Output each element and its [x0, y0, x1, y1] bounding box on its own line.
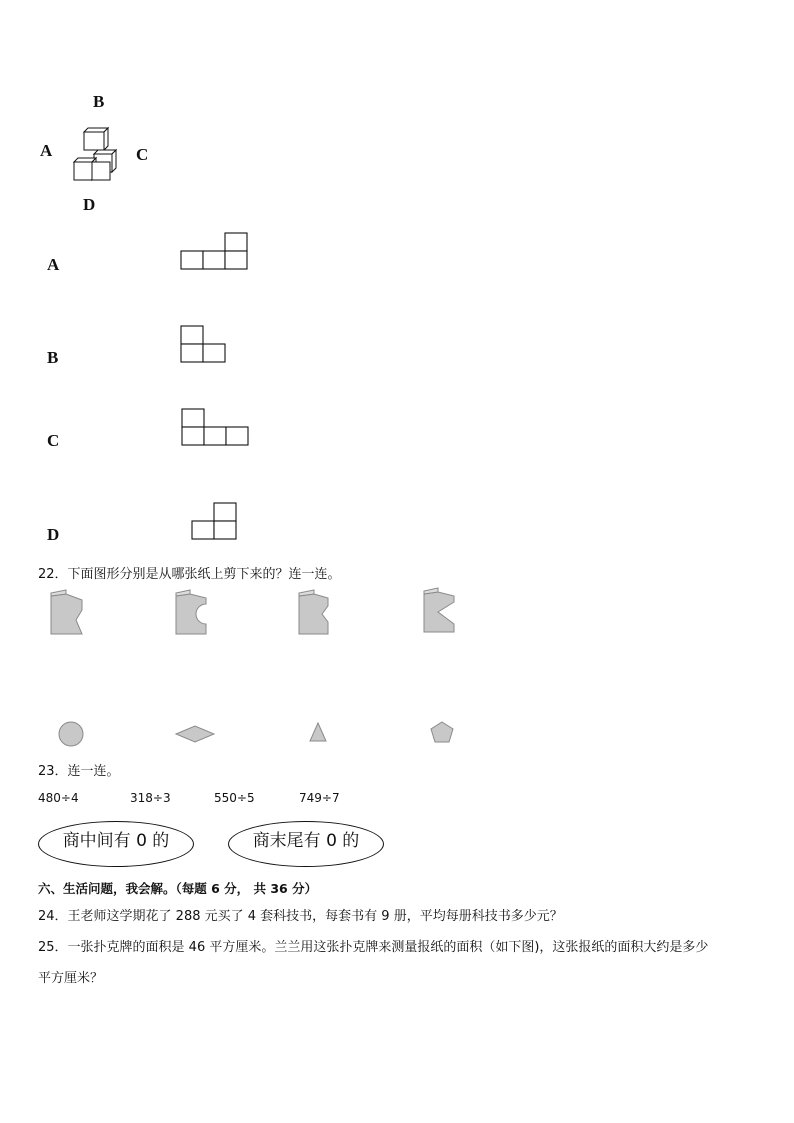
section-6-title: 六、生活问题，我会解。（每题 6 分， 共 36 分） — [38, 881, 318, 896]
folded-paper-2 — [172, 590, 212, 636]
expression-4: 749÷7 — [299, 791, 340, 805]
question-25-line-2: 平方厘米？ — [38, 971, 104, 986]
option-d-view-figure — [191, 502, 241, 542]
oval-label: 商中间有 0 的 — [62, 831, 170, 851]
triangle-shape — [309, 722, 329, 744]
option-label-a: A — [47, 255, 60, 274]
option-label-d: D — [47, 525, 60, 544]
expression-3: 550÷5 — [214, 791, 255, 805]
cube-stack-figure — [70, 124, 122, 180]
view-label-right: C — [136, 145, 149, 164]
circle-shape — [58, 721, 86, 749]
diamond-shape — [175, 724, 217, 744]
folded-paper-4 — [420, 588, 460, 634]
oval-label: 商末尾有 0 的 — [252, 831, 360, 851]
expression-2: 318÷3 — [130, 791, 171, 805]
expression-1: 480÷4 — [38, 791, 79, 805]
pentagon-shape — [430, 721, 456, 745]
folded-paper-1 — [48, 590, 88, 636]
question-22-text: 22．下面图形分别是从哪张纸上剪下来的？连一连。 — [38, 567, 341, 582]
question-24-text: 24．王老师这学期花了 288 元买了 4 套科技书，每套书有 9 册，平均每册科技书多少元？ — [38, 909, 563, 924]
option-c-view-figure — [181, 408, 253, 448]
view-label-top: B — [93, 92, 105, 111]
option-b-view-figure — [180, 325, 230, 365]
oval-quotient-middle-zero — [38, 821, 194, 867]
folded-paper-3 — [296, 590, 336, 636]
option-label-c: C — [47, 431, 60, 450]
view-label-left: A — [40, 141, 53, 160]
oval-quotient-end-zero — [228, 821, 384, 867]
question-23-text: 23．连一连。 — [38, 764, 120, 779]
option-a-view-figure — [180, 232, 250, 272]
question-25-line-1: 25．一张扑克牌的面积是 46 平方厘米。兰兰用这张扑克牌来测量报纸的面积（如下图)，这张报纸的面积大约是多少 — [38, 940, 709, 955]
view-label-bottom: D — [83, 195, 96, 214]
option-label-b: B — [47, 348, 59, 367]
